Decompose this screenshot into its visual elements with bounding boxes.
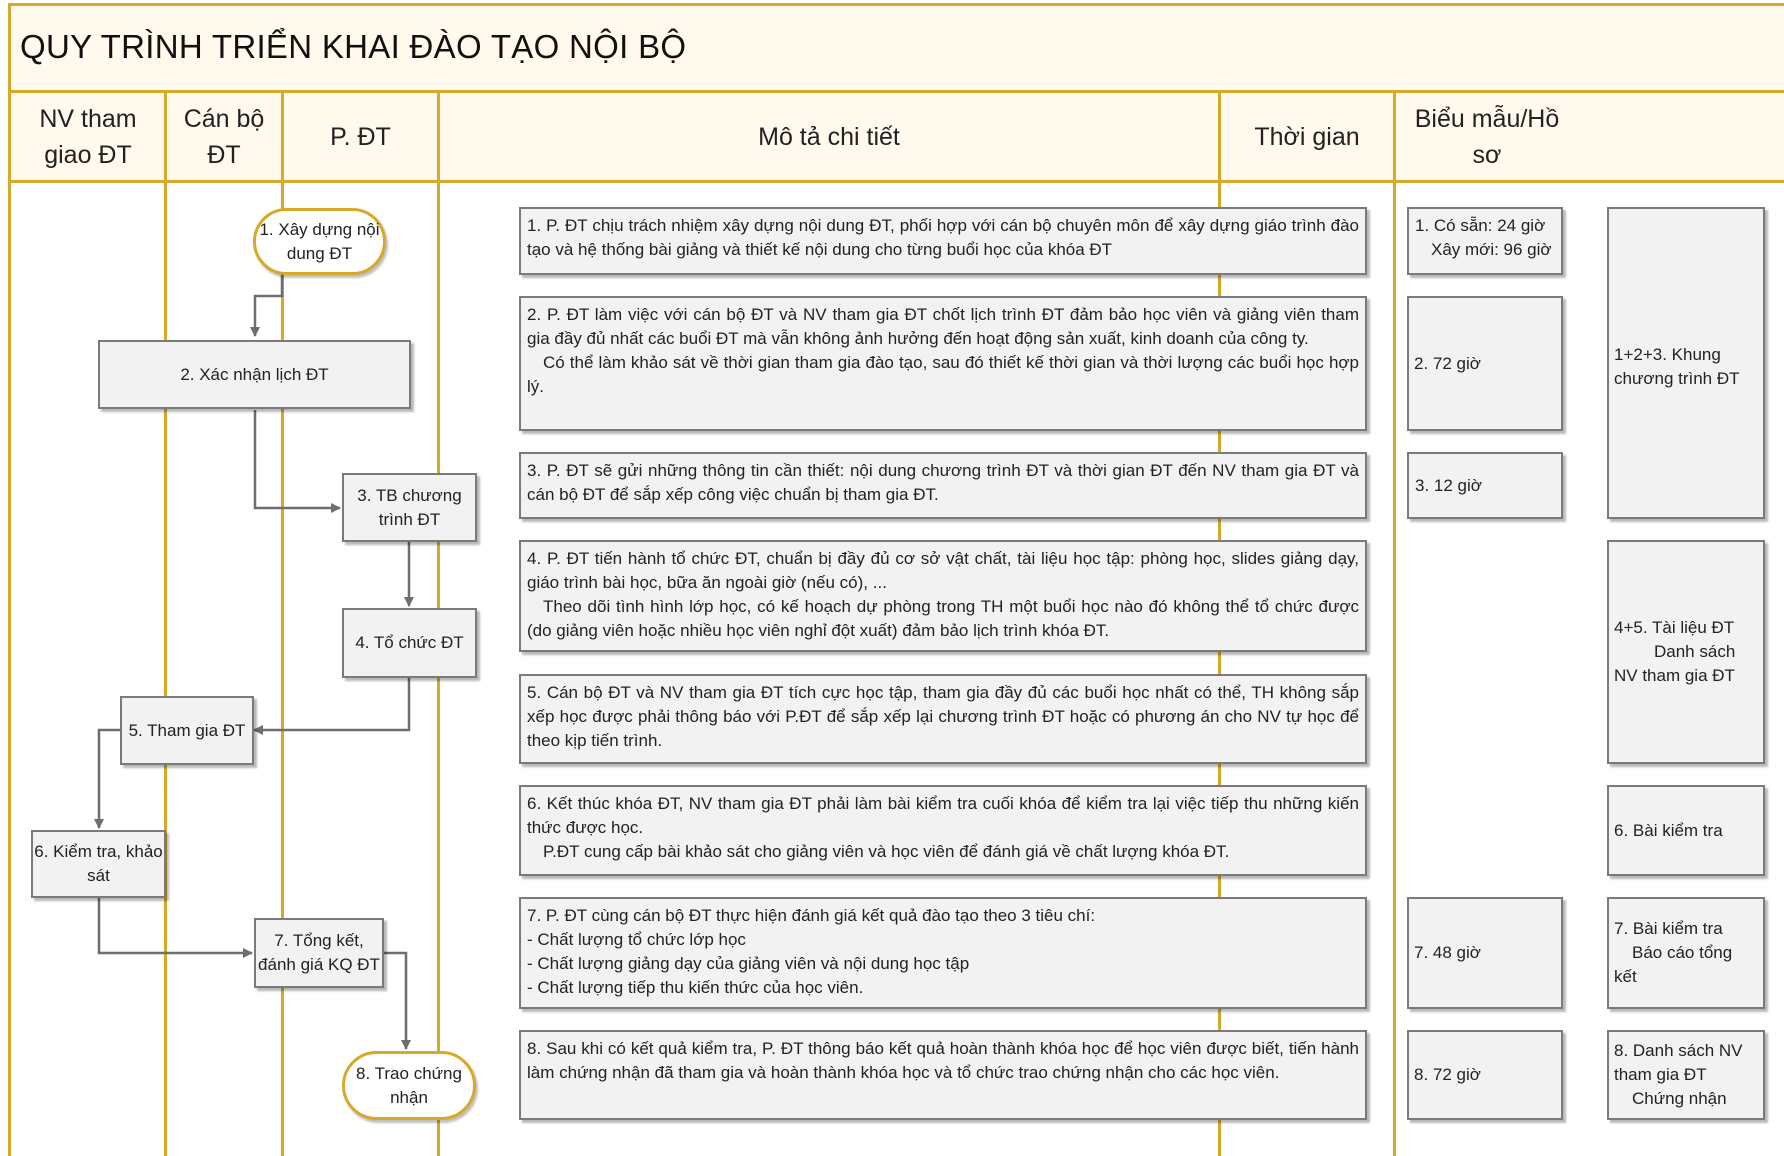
- page-title: QUY TRÌNH TRIỂN KHAI ĐÀO TẠO NỘI BỘ: [20, 28, 687, 65]
- step-7-summary-evaluation: 7. Tổng kết, đánh giá KQ ĐT: [254, 918, 384, 988]
- step-4-organize-training: 4. Tổ chức ĐT: [342, 608, 477, 678]
- description-step-7-criterion: - Chất lượng giảng dạy của giảng viên và nội dung học tập: [527, 954, 970, 973]
- step-3-announce-program: 3. TB chương trình ĐT: [342, 473, 477, 542]
- description-step-8-text: 8. Sau khi có kết quả kiểm tra, P. ĐT thông báo kết quả hoàn thành khóa học để học viên được biết, tiến hành làm chứng nhận đã tham gia và hoàn thành khóa học và tổ chức trao chứng nhận cho các học viên.: [527, 1039, 1359, 1082]
- form-steps-4-5-documents: 4+5. Tài liệu ĐT: [1614, 618, 1735, 637]
- header-p-dt: P. ĐT: [330, 122, 391, 151]
- description-step-6-text: 6. Kết thúc khóa ĐT, NV tham gia ĐT phải làm bài kiểm tra cuối khóa để kiểm tra lại việc tiếp thu những kiến thức được học.: [527, 794, 1359, 837]
- description-step-6-note: P.ĐT cung cấp bài khảo sát cho giảng viên và học viên để đánh giá về chất lượng khóa ĐT.: [543, 842, 1230, 861]
- form-steps-4-5: [1607, 540, 1765, 764]
- description-step-2-text: 2. P. ĐT làm việc với cán bộ ĐT và NV tham gia ĐT chốt lịch trình ĐT đảm bảo học viên và giảng viên tham gia đầy đủ nhất các buổi ĐT mà vẫn không ảnh hưởng đến hoạt động sản xuất, kinh doanh của công ty.: [527, 305, 1359, 348]
- header-thoi-gian: Thời gian: [1254, 122, 1360, 151]
- step-6-test-survey: 6. Kiểm tra, khảo sát: [31, 830, 166, 898]
- description-step-7-text: 7. P. ĐT cùng cán bộ ĐT thực hiện đánh giá kết quả đào tạo theo 3 tiêu chí:: [527, 906, 1096, 925]
- description-step-7: [519, 897, 1367, 1009]
- description-step-7-criterion: - Chất lượng tổ chức lớp học: [527, 930, 746, 949]
- time-step-1-new: Xây mới: 96 giờ: [1431, 240, 1552, 259]
- step-8-award-certificate: 8. Trao chứng nhận: [342, 1051, 476, 1120]
- form-step-8-list: 8. Danh sách NV tham gia ĐT: [1614, 1041, 1743, 1084]
- description-step-6: [519, 785, 1367, 876]
- description-step-2: [519, 296, 1367, 431]
- step-5-attend-training: 5. Tham gia ĐT: [120, 696, 254, 765]
- header-bieu-mau: Biểu mẫu/Hồ sơ: [1414, 104, 1560, 169]
- description-step-3: [519, 452, 1367, 519]
- time-step-1: [1407, 207, 1563, 275]
- description-step-7-criterion: - Chất lượng tiếp thu kiến thức của học viên.: [527, 978, 864, 997]
- header-can-bo: Cán bộ ĐT: [183, 104, 265, 169]
- description-step-1-text: 1. P. ĐT chịu trách nhiệm xây dựng nội dung ĐT, phối hợp với cán bộ chuyên môn để xây dựng giáo trình đào tạo và hệ thống bài giảng và thiết kế nội dung cho từng buổi học của khóa ĐT: [527, 216, 1359, 259]
- description-step-3-text: 3. P. ĐT sẽ gửi những thông tin cần thiết: nội dung chương trình ĐT và thời gian ĐT đến NV tham gia ĐT và cán bộ ĐT để sắp xếp công việc chuẩn bị tham gia ĐT.: [527, 461, 1359, 504]
- form-step-6-label: 6. Bài kiểm tra: [1614, 820, 1723, 840]
- time-step-7: [1407, 897, 1563, 1009]
- header-nv-tham-gia: NV tham giao ĐT: [39, 104, 137, 169]
- form-steps-1-3: [1607, 207, 1765, 519]
- description-step-2-note: Có thể làm khảo sát về thời gian tham gia đào tạo, sau đó thiết kế thời gian và thời lượng các buổi học hợp lý.: [527, 353, 1359, 396]
- time-step-2: [1407, 296, 1563, 431]
- form-step-7-report: Báo cáo tổng kết: [1614, 943, 1733, 986]
- arrow-2-to-3: [255, 410, 340, 508]
- time-step-8-value: 8. 72 giờ: [1414, 1065, 1481, 1084]
- step-2-confirm-schedule: 2. Xác nhận lịch ĐT: [98, 340, 411, 409]
- arrow-4-to-5: [254, 678, 409, 730]
- time-step-2-value: 2. 72 giờ: [1414, 353, 1481, 373]
- description-step-4-note: Theo dõi tình hình lớp học, có kế hoạch dự phòng trong TH một buổi học nào đó không thể tổ chức được (do giảng viên hoặc nhiều học viên nghỉ đột xuất) đảm bảo lịch trình khóa ĐT.: [527, 597, 1359, 640]
- description-step-8: [519, 1030, 1367, 1120]
- form-steps-1-3-label: 1+2+3. Khung chương trình ĐT: [1614, 345, 1740, 388]
- description-step-4: [519, 540, 1367, 652]
- form-step-6: [1607, 785, 1765, 876]
- time-step-8: [1407, 1030, 1563, 1120]
- arrow-5-to-6: [99, 730, 120, 828]
- arrow-7-to-8: [384, 953, 406, 1049]
- form-step-8: [1607, 1030, 1765, 1120]
- step-1-build-content: 1. Xây dựng nội dung ĐT: [253, 208, 386, 275]
- form-step-7: [1607, 897, 1765, 1009]
- description-step-4-text: 4. P. ĐT tiến hành tổ chức ĐT, chuẩn bị đầy đủ cơ sở vật chất, tài liệu học tập: phòng học, slides giảng dạy, giáo trình bài học, bữa ăn ngoài giờ (nếu có), ...: [527, 549, 1359, 592]
- time-step-1-existing: 1. Có sẵn: 24 giờ: [1415, 216, 1546, 235]
- arrow-1-to-2: [255, 272, 282, 336]
- form-steps-4-5-list: Danh sách NV tham gia ĐT: [1614, 642, 1736, 685]
- arrow-6-to-7: [99, 898, 252, 953]
- time-step-3-value: 3. 12 giờ: [1415, 476, 1482, 495]
- description-step-5: [519, 674, 1367, 764]
- form-step-7-test: 7. Bài kiểm tra: [1614, 919, 1723, 938]
- description-step-1: [519, 207, 1367, 275]
- header-mo-ta: Mô tả chi tiết: [758, 122, 900, 151]
- form-step-8-certificate: Chứng nhận: [1632, 1089, 1727, 1108]
- time-step-7-value: 7. 48 giờ: [1414, 943, 1481, 962]
- time-step-3: [1407, 452, 1563, 519]
- description-step-5-text: 5. Cán bộ ĐT và NV tham gia ĐT tích cực học tập, tham gia đầy đủ các buổi học nhất có thể, TH không sắp xếp học được phải thông báo với P.ĐT để sắp xếp lại chương trình ĐT hoặc có phương án cho NV tự học để theo kịp tiến trình.: [527, 683, 1359, 750]
